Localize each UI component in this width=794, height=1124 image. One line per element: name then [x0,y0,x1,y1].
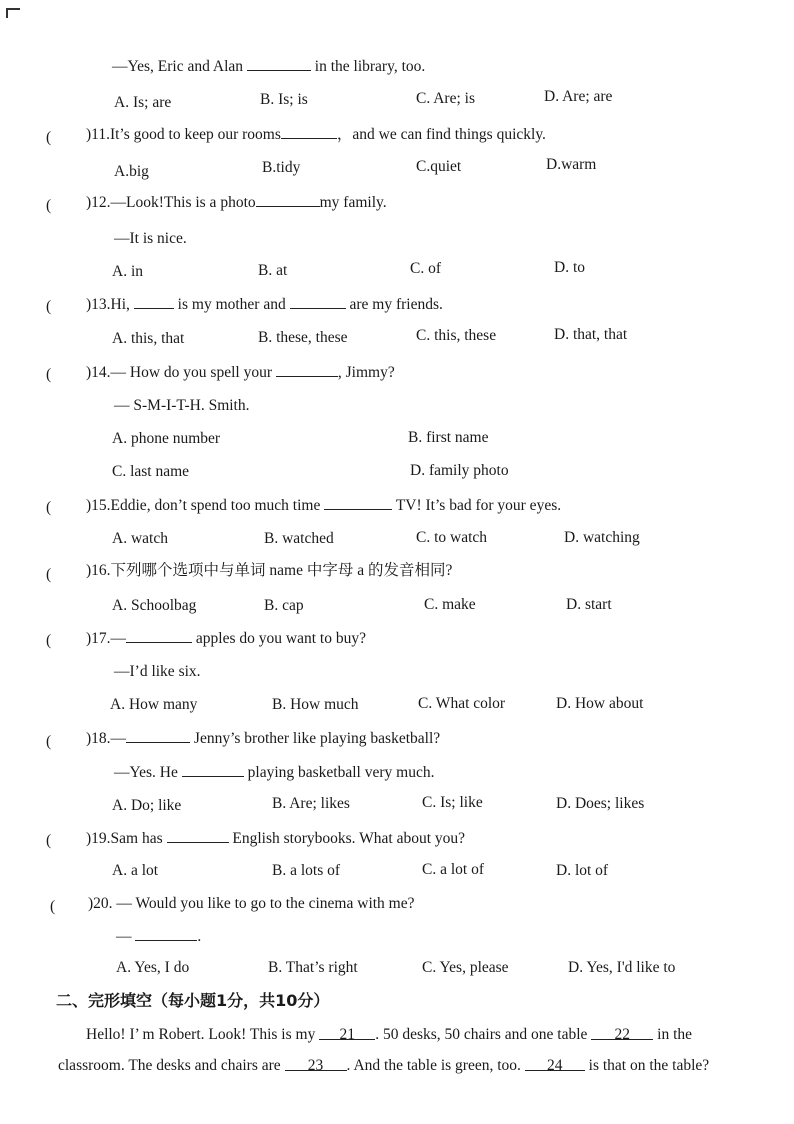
q14-option-d[interactable]: D. family photo [410,462,509,479]
q13-option-c[interactable]: C. this, these [416,327,497,344]
q10-option-d[interactable]: D. Are; are [544,88,613,105]
q18-response-pre: —Yes. He [114,764,182,781]
q14-option-b[interactable]: B. first name [408,429,489,446]
q10-text-post: in the library, too. [310,58,426,75]
q19-option-a[interactable]: A. a lot [112,862,159,879]
q15-option-c[interactable]: C. to watch [416,529,488,546]
answer-blank[interactable] [256,192,320,207]
q20-response-post: . [197,928,202,945]
q11-text-pre: )11.It’s good to keep our rooms [86,126,281,143]
q14-text-pre: )14.— How do you spell your [86,364,276,381]
q19-option-c[interactable]: C. a lot of [422,861,484,878]
cloze-blank-24[interactable] [525,1056,585,1074]
q20-option-a[interactable]: A. Yes, I do [116,959,190,976]
q17-option-d[interactable]: D. How about [556,695,644,712]
q13-text-a: )13.Hi, [86,296,134,313]
q16-answer-paren[interactable]: ( [46,566,52,583]
q19-answer-paren[interactable]: ( [46,832,52,849]
q17-option-b[interactable]: B. How much [272,696,359,713]
cloze-blank-23[interactable] [285,1056,347,1074]
q18-option-c[interactable]: C. Is; like [422,794,483,811]
blank-number: 21 [339,1026,355,1043]
cloze-blank-22[interactable] [591,1025,653,1043]
q10-option-a[interactable]: A. Is; are [114,94,172,111]
cloze-text: Hello! I’ m Robert. Look! This is my [86,1026,320,1043]
q18-option-b[interactable]: B. Are; likes [272,795,350,812]
q19-text-post: English storybooks. What about you? [228,830,466,847]
q13-option-b[interactable]: B. these, these [258,329,348,346]
q14-text-post: , Jimmy? [337,364,395,381]
q19-option-b[interactable]: B. a lots of [272,862,341,879]
q16-stem: )16.下列哪个选项中与单词 name 中字母 a 的发音相同? [86,562,453,579]
q15-option-b[interactable]: B. watched [264,530,334,547]
q11-option-a[interactable]: A.big [114,163,149,180]
q13-text-b: is my mother and [173,296,290,313]
q12-text-pre: )12.—Look!This is a photo [86,194,256,211]
q16-option-d[interactable]: D. start [566,596,612,613]
q17-answer-paren[interactable]: ( [46,632,52,649]
q17-stem [86,628,366,649]
q16-option-b[interactable]: B. cap [264,597,304,614]
q10-option-b[interactable]: B. Is; is [260,91,308,108]
q12-option-c[interactable]: C. of [410,260,441,277]
q15-text-post: TV! It’s bad for your eyes. [392,497,562,514]
q11-option-b[interactable]: B.tidy [262,159,301,176]
q18-response-post: playing basketball very much. [243,764,435,781]
section-2-title: 二、完形填空（每小题1分，共10分） [56,991,330,1010]
q12-option-b[interactable]: B. at [258,262,288,279]
q18-option-d[interactable]: D. Does; likes [556,795,645,812]
q16-option-c[interactable]: C. make [424,596,476,613]
q18-answer-paren[interactable]: ( [46,733,52,750]
cloze-text: . 50 desks, 50 chairs and one table [375,1026,592,1043]
answer-blank[interactable] [290,294,346,309]
q12-answer-paren[interactable]: ( [46,197,52,214]
q14-answer-paren[interactable]: ( [46,366,52,383]
cloze-text: in the [653,1026,693,1043]
cloze-line-2 [58,1056,709,1076]
q11-option-c[interactable]: C.quiet [416,158,462,175]
q11-option-d[interactable]: D.warm [546,156,597,173]
q15-option-d[interactable]: D. watching [564,529,640,546]
q20-response [116,926,201,947]
q14-response: — S-M-I-T-H. Smith. [114,397,250,414]
q17-text-post: apples do you want to buy? [192,630,366,647]
q20-answer-paren[interactable]: ( [50,898,56,915]
q15-option-a[interactable]: A. watch [112,530,168,547]
q11-text-post: ，and we can find things quickly. [336,126,546,143]
cloze-text: is that on the table? [584,1057,710,1074]
cloze-text: classroom. The desks and chairs are [58,1057,285,1074]
blank-number: 23 [307,1057,324,1074]
q12-text-post: my family. [319,194,387,211]
q13-option-d[interactable]: D. that, that [554,326,628,343]
q10-answer-line [112,56,425,77]
q13-option-a[interactable]: A. this, that [112,330,185,347]
q14-stem [86,362,395,383]
blank-number: 22 [614,1026,631,1043]
q18-response [114,762,434,783]
q20-option-c[interactable]: C. Yes, please [422,959,509,976]
answer-blank[interactable] [281,124,337,139]
q11-stem [86,124,546,145]
q20-response-pre: — [116,928,136,945]
q17-option-c[interactable]: C. What color [418,695,506,712]
q15-stem [86,495,561,516]
q18-option-a[interactable]: A. Do; like [112,797,182,814]
answer-blank[interactable] [134,294,174,309]
q17-response: —I’d like six. [114,663,201,680]
answer-blank[interactable] [167,828,229,843]
cloze-line-1 [86,1025,692,1045]
answer-blank[interactable] [247,56,311,71]
q18-text-pre: )18.— [86,730,127,747]
q13-text-c: are my friends. [345,296,443,313]
answer-blank[interactable] [182,762,244,777]
q14-option-c[interactable]: C. last name [112,463,190,480]
answer-blank[interactable] [276,362,338,377]
q13-stem [86,294,443,315]
cloze-blank-21[interactable] [319,1025,375,1043]
q18-text-post: Jenny’s brother like playing basketball? [190,730,441,747]
cloze-text: . And the table is green, too. [346,1057,525,1074]
scan-corner-mark [6,8,20,18]
q12-stem [86,192,387,213]
q12-option-a[interactable]: A. in [112,263,143,280]
q10-option-c[interactable]: C. Are; is [416,90,475,107]
q19-text-pre: )19.Sam has [86,830,167,847]
q17-option-a[interactable]: A. How many [110,696,198,713]
q12-response: —It is nice. [114,230,187,247]
q19-option-d[interactable]: D. lot of [556,862,609,879]
answer-blank[interactable] [324,495,392,510]
q18-stem [86,728,440,749]
q16-option-a[interactable]: A. Schoolbag [112,597,197,614]
q13-answer-paren[interactable]: ( [46,298,52,315]
q12-option-d[interactable]: D. to [554,259,585,276]
q19-stem [86,828,465,849]
answer-blank[interactable] [126,628,192,643]
q10-text-pre: —Yes, Eric and Alan [112,58,247,75]
blank-number: 24 [547,1057,563,1074]
q20-option-b[interactable]: B. That’s right [268,959,358,976]
q15-text-pre: )15.Eddie, don’t spend too much time [86,497,325,514]
answer-blank[interactable] [135,926,197,941]
q15-answer-paren[interactable]: ( [46,499,52,516]
q20-stem: )20. — Would you like to go to the cinema with me? [88,895,415,912]
q20-option-d[interactable]: D. Yes, I'd like to [568,959,676,976]
q17-text-pre: )17.— [86,630,127,647]
q14-option-a[interactable]: A. phone number [112,430,221,447]
q11-answer-paren[interactable]: ( [46,129,52,146]
answer-blank[interactable] [126,728,190,743]
